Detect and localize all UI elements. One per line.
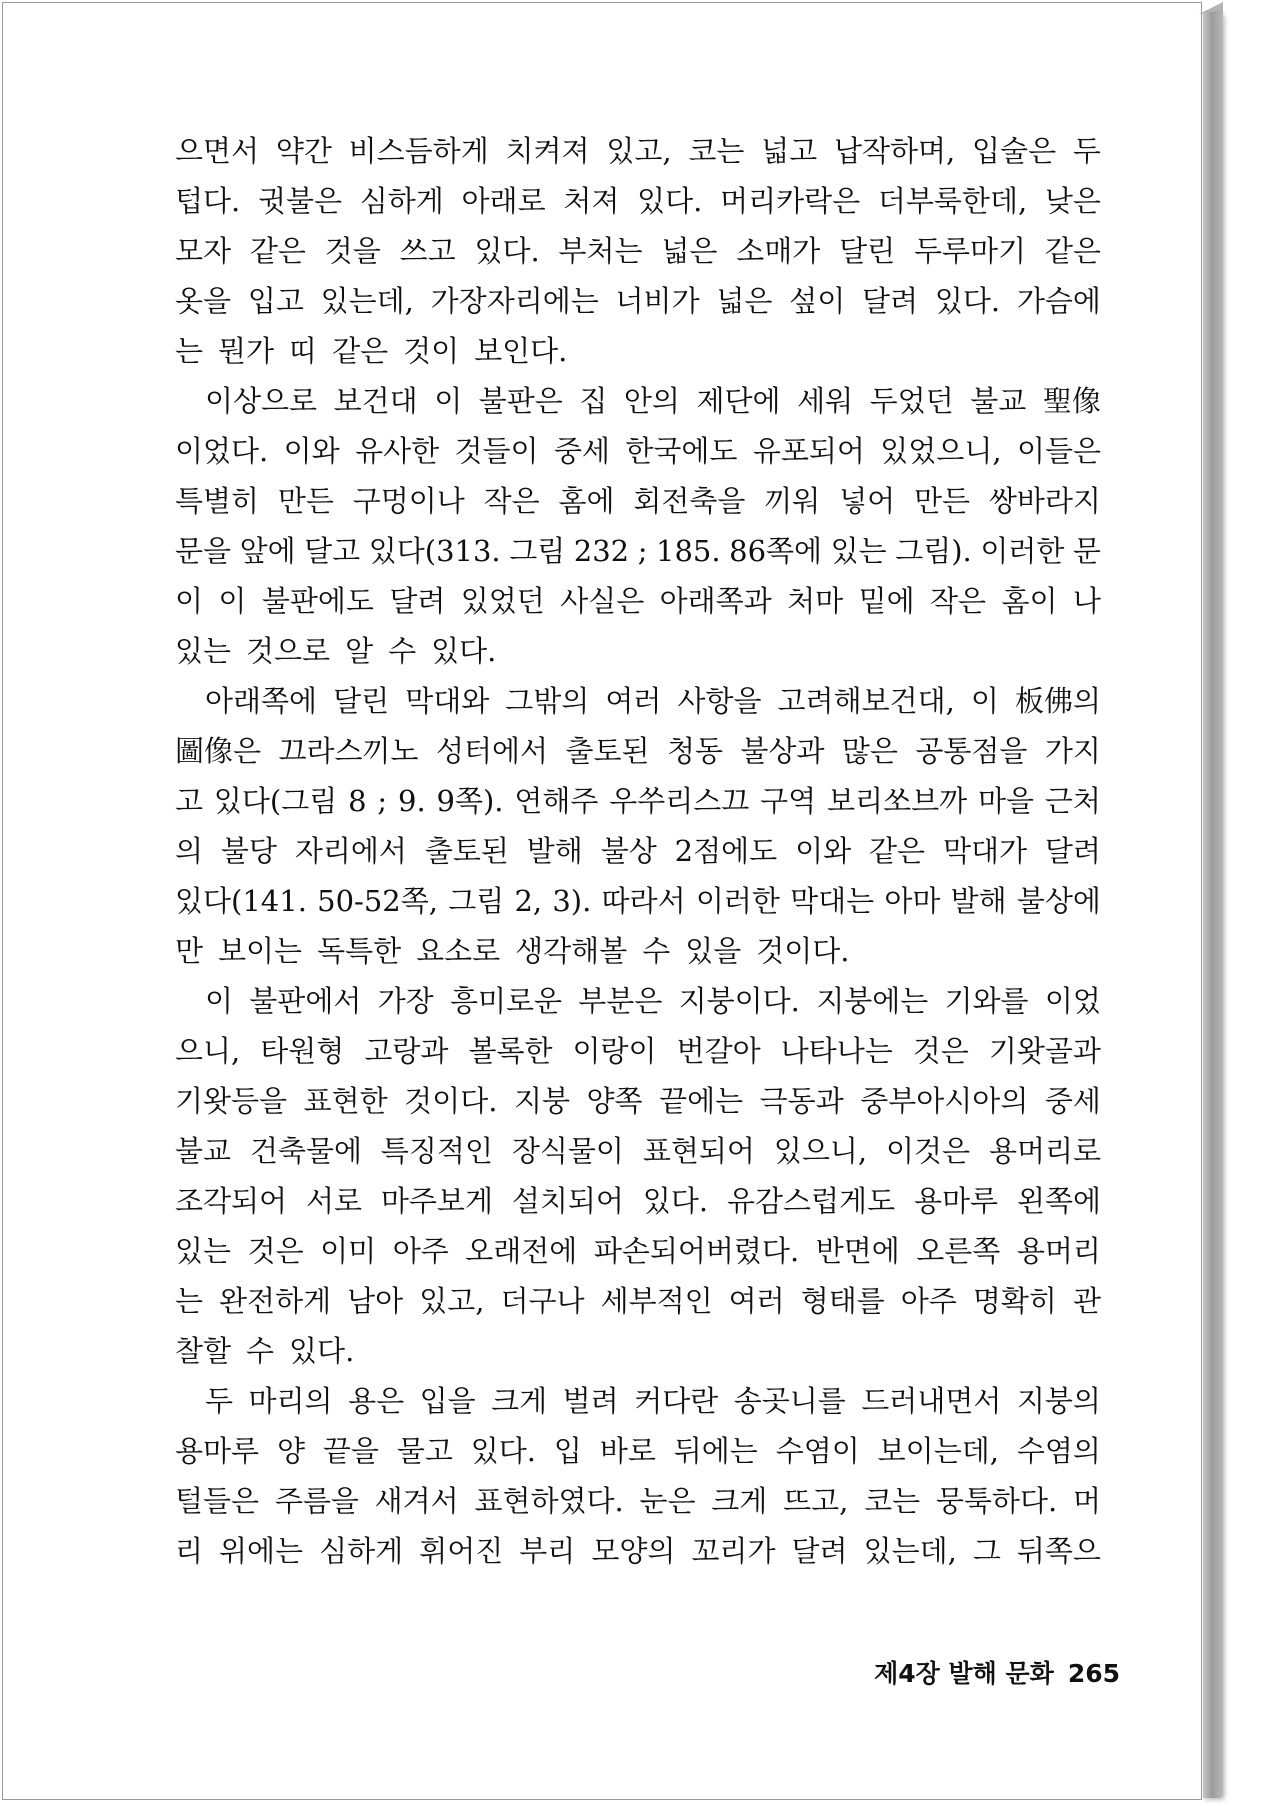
text-line: 조각되어 서로 마주보게 설치되어 있다. 유감스럽게도 용마루 왼쪽에 [175,1184,1101,1218]
text-line: 불교 건축물에 특징적인 장식물이 표현되어 있으니, 이것은 용머리로 [175,1134,1101,1168]
running-footer [874,1654,1120,1690]
page-number: 265 [1067,1659,1120,1688]
text-line: 텁다. 귓불은 심하게 아래로 처져 있다. 머리카락은 더부룩한데, 낮은 [175,184,1101,218]
text-line: 는 뭔가 띠 같은 것이 보인다. [175,334,568,368]
text-line: 만 보이는 독특한 요소로 생각해볼 수 있을 것이다. [175,934,850,968]
text-line: 는 완전하게 남아 있고, 더구나 세부적인 여러 형태를 아주 명확히 관 [175,1284,1101,1318]
text-line: 이 이 불판에도 달려 있었던 사실은 아래쪽과 처마 밑에 작은 홈이 나 [175,584,1101,618]
text-line: 털들은 주름을 새겨서 표현하였다. 눈은 크게 뜨고, 코는 뭉툭하다. 머 [175,1484,1101,1518]
text-line: 圖像은 끄라스끼노 성터에서 출토된 청동 불상과 많은 공통점을 가지 [175,734,1101,768]
text-line: 두 마리의 용은 입을 크게 벌려 커다란 송곳니를 드러내면서 지붕의 [205,1384,1101,1418]
text-line: 으면서 약간 비스듬하게 치켜져 있고, 코는 넓고 납작하며, 입술은 두 [175,134,1101,168]
text-line: 특별히 만든 구멍이나 작은 홈에 회전축을 끼워 넣어 만든 쌍바라지 [175,484,1101,518]
text-line: 용마루 양 끝을 물고 있다. 입 바로 뒤에는 수염이 보이는데, 수염의 [175,1434,1101,1468]
page-stack-edge [1203,12,1223,1798]
text-line: 옷을 입고 있는데, 가장자리에는 너비가 넓은 섶이 달려 있다. 가슴에 [175,284,1101,318]
text-line: 모자 같은 것을 쓰고 있다. 부처는 넓은 소매가 달린 두루마기 같은 [175,234,1101,268]
text-line: 있는 것으로 알 수 있다. [175,634,497,668]
text-line: 문을 앞에 달고 있다(313. 그림 232 ; 185. 86쪽에 있는 그림). 이러한 문 [175,534,1101,568]
text-line: 리 위에는 심하게 휘어진 부리 모양의 꼬리가 달려 있는데, 그 뒤쪽으 [175,1534,1101,1568]
body-text [175,126,1101,1576]
text-line: 이었다. 이와 유사한 것들이 중세 한국에도 유포되어 있었으니, 이들은 [175,434,1101,468]
text-line: 기왓등을 표현한 것이다. 지붕 양쪽 끝에는 극동과 중부아시아의 중세 [175,1084,1101,1118]
text-line: 의 불당 자리에서 출토된 발해 불상 2점에도 이와 같은 막대가 달려 [175,834,1101,868]
text-line: 이 불판에서 가장 흥미로운 부분은 지붕이다. 지붕에는 기와를 이었 [205,984,1101,1018]
text-line: 으니, 타원형 고랑과 볼록한 이랑이 번갈아 나타나는 것은 기왓골과 [175,1034,1101,1068]
text-line: 찰할 수 있다. [175,1334,355,1368]
text-line: 아래쪽에 달린 막대와 그밖의 여러 사항을 고려해보건대, 이 板佛의 [205,684,1101,718]
text-line: 이상으로 보건대 이 불판은 집 안의 제단에 세워 두었던 불교 聖像 [205,384,1101,418]
chapter-title: 제4장 발해 문화 [874,1659,1054,1688]
text-line: 있다(141. 50-52쪽, 그림 2, 3). 따라서 이러한 막대는 아마 발해 불상에 [175,884,1101,918]
text-line: 고 있다(그림 8 ; 9. 9쪽). 연해주 우쑤리스끄 구역 보리쏘브까 마을 근처 [175,784,1101,818]
text-line: 있는 것은 이미 아주 오래전에 파손되어버렸다. 반면에 오른쪽 용머리 [175,1234,1101,1268]
